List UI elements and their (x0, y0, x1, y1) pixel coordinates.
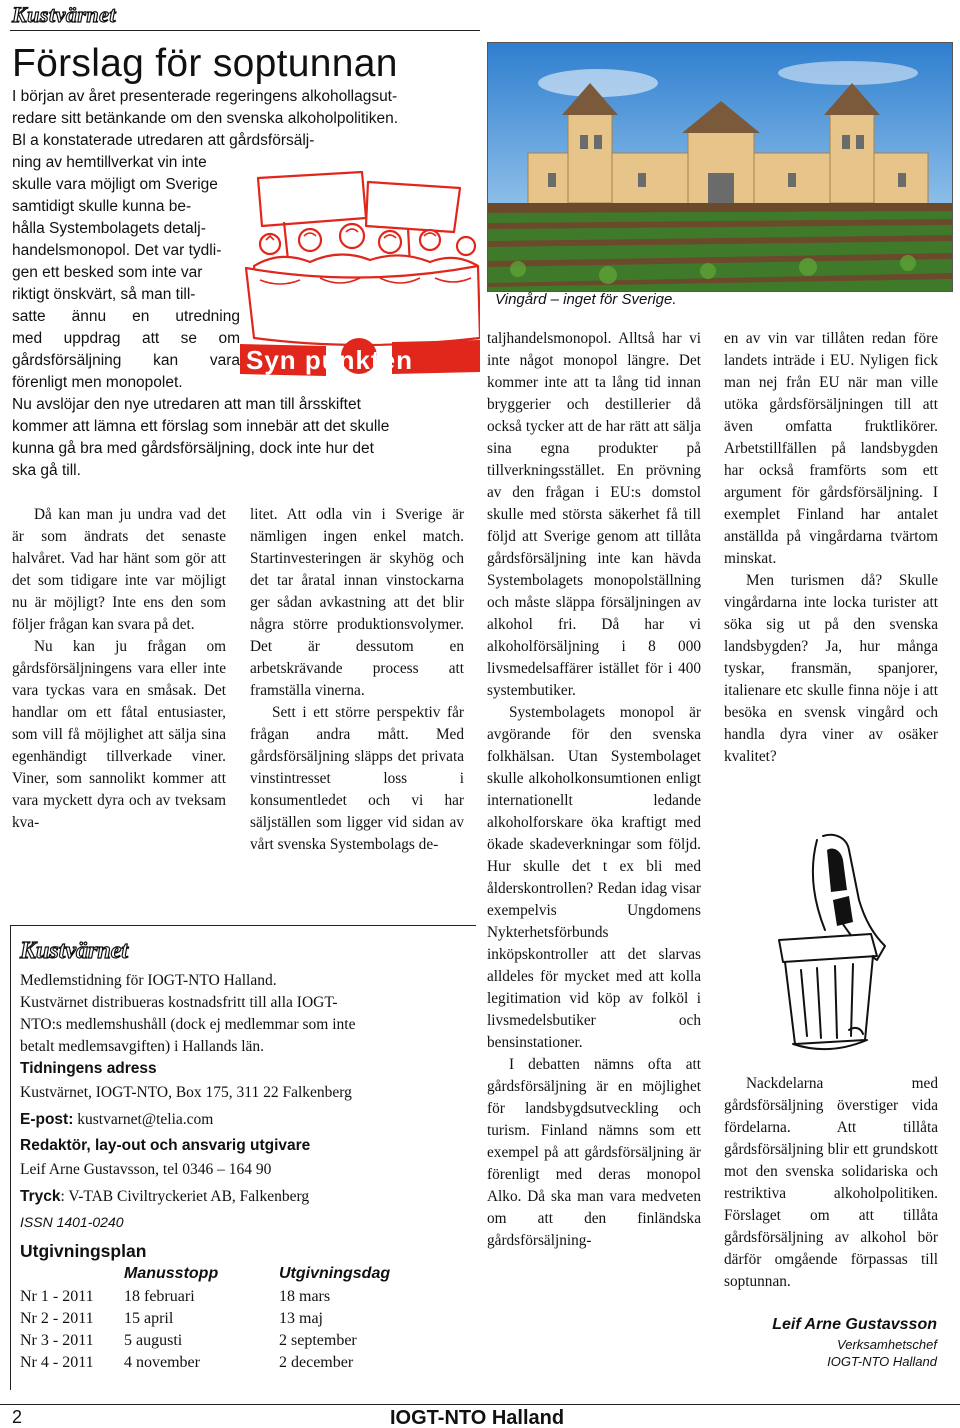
plan-stop: 4 november (124, 1354, 200, 1371)
email-line (20, 1109, 213, 1131)
plan-date: 2 december (279, 1354, 354, 1371)
intro-line: gen ett besked som inte var (12, 264, 203, 281)
vineyard-photo (487, 42, 953, 292)
intro-line: med uppdrag att se om (12, 330, 240, 347)
signature-name: Leif Arne Gustavsson (772, 1316, 937, 1333)
footer-org: IOGT-NTO Halland (390, 1407, 565, 1428)
article-column-4-end (724, 1073, 938, 1293)
headline: Förslag för soptunnan (12, 42, 398, 85)
print-label: Tryck (20, 1188, 61, 1205)
paragraph: taljhandelsmonopol. Alltså har vi inte något monopol längre. Det kommer inte att ta lång tid innan bryggerier och destillerier då också tycker att de har rätt att sälja sina egna produkter på tillverkningsstället. En prövning av den frågan i EU:s domstol skulle med största säkerhet få till följd att Sverige genom att tillåta gårdsförsäljning inte kan hävda Systembolagets monopolställning och måste släppa försäljningen av alkohol fri. Då har vi alkoholförsäljning i 8 000 livsmedelsaffärer istället för i 400 systembutiker. (487, 330, 701, 699)
article-column-2 (250, 504, 464, 856)
intro-line: hålla Systembolagets detalj- (12, 220, 206, 237)
paragraph: Sett i ett större perspektiv får frågan andra mått. Med gårdsförsäljning släpps det privata vinstintresset loss i konsumentledet och vi har säljställen som ligger vid sidan av vårt svenska Systembolags de- (250, 704, 464, 853)
intro-line: Nu avslöjar den nye utredaren att man till årsskiftet (12, 396, 361, 413)
info-line: Medlemstidning för IOGT-NTO Halland. (20, 972, 277, 989)
paragraph: I debatten nämns ofta att gårdsförsäljning är en möjlighet för landsbygdsutveckling och turism. Finland nämns som ett exempel på att gårdsförsäljning är förenligt med deras monopol Alko. Då ska man vara medveten om att den finländska gårdsförsäljning- (487, 1056, 701, 1249)
plan-date: 2 september (279, 1332, 357, 1349)
address: Kustvärnet, IOGT-NTO, Box 175, 311 22 Falkenberg (20, 1084, 352, 1101)
intro-line: förenligt men monopolet. (12, 374, 183, 391)
editor: Leif Arne Gustavsson, tel 0346 – 164 90 (20, 1161, 272, 1178)
footer-rule (0, 1404, 960, 1405)
intro-line: handelsmonopol. Det var tydli- (12, 242, 222, 259)
intro-line: I början av året presenterade regeringens alkohollagsut- (12, 88, 398, 105)
plan-stop: 18 februari (124, 1288, 195, 1305)
print-line (20, 1186, 309, 1208)
signature-role: Verksamhetschef (837, 1337, 937, 1352)
intro-line: ning av hemtillverkat vin inte (12, 154, 207, 171)
plan-date: 13 maj (279, 1310, 323, 1327)
editor-heading: Redaktör, lay-out och ansvarig utgivare (20, 1137, 311, 1154)
intro-line: samtidigt skulle kunna be- (12, 198, 192, 215)
address-heading: Tidningens adress (20, 1060, 157, 1077)
email-label: E-post: (20, 1111, 74, 1128)
email-link[interactable]: kustvarnet@telia.com (77, 1111, 214, 1128)
info-line: betalt medlemsavgiften) i Hallands län. (20, 1038, 265, 1055)
plan-heading: Utgivningsplan (20, 1241, 147, 1261)
intro-line: riktigt önskvärt, så man till- (12, 286, 196, 303)
print-value: : V-TAB Civiltryckeriet AB, Falkenberg (60, 1188, 310, 1205)
article-column-3 (487, 328, 701, 1252)
paragraph: Systembolagets monopol är avgörande för den svenska folkhälsan. Utan Systembolaget skulle alkoholkonsumtionen enligt internationellt ledande alkoholforskare öka kraftigt med ökade skadeverkningar som följd. Hur skulle det t ex bli med ålderskontrollen? Redan idag visar exempelvis Ungdomens Nykterhetsförbunds inköpskontroller att det slarvas alldeles för mycket med att kolla legitimation vid köp av folköl i livsmedelsbutiker och bensinstationer. (487, 704, 701, 1051)
trash-bin-cartoon (773, 830, 893, 1058)
intro-line: satte ännu en utredning (12, 308, 240, 325)
paragraph: Nackdelarna med gårdsförsäljning överstiger vida fördelarna. Att tillåta gårdsförsäljning blir ett grundskott mot den svenska solidariska och restriktiva alkoholpolitiken. Förslaget om att tillåta gårdsförsäljning av alkohol bör därför omgående förpassas till soptunnan. (724, 1075, 938, 1290)
signature-org: IOGT-NTO Halland (827, 1354, 937, 1369)
intro-line: gårdsförsäljning kan vara (12, 352, 240, 369)
info-logo: Kustvärnet (20, 938, 129, 964)
photo-caption: Vingård – inget för Sverige. (495, 291, 677, 308)
plan-stop: 15 april (124, 1310, 174, 1327)
paragraph: Då kan man ju undra vad det är som ändrats det senaste halvåret. Vad har hänt som gör att det som tidigare inte var möjligt nu är möjligt? Inte ens den som följer frågan kan svara på det. (12, 506, 226, 633)
masthead-logo: Kustvärnet (12, 2, 117, 27)
plan-issue: Nr 2 - 2011 (20, 1310, 94, 1327)
page-number: 2 (12, 1407, 23, 1427)
synpunkten-label: Syn punkten (246, 345, 414, 375)
plan-issue: Nr 4 - 2011 (20, 1354, 94, 1371)
intro-line: kunna gå bra med gårdsförsäljning, dock inte hur det (12, 440, 374, 457)
info-line: Kustvärnet distribueras kostnadsfritt till alla IOGT- (20, 994, 338, 1011)
paragraph: en av vin var tillåten redan före landets inträde i EU. Nyligen fick man nej från EU när man ville utöka gårdsförsäljningen till att även omfatta fruktlikörer. Arbetstillfällen på landsbygden har också framförts som ett argument för gårdsförsäljning. I exemplet Finland har antalet anställda på vingårdarna tvärtom minskat. (724, 330, 938, 567)
paragraph: Nu kan ju frågan om gårdsförsäljningens vara eller inte vara tyckas vara en småsak. Det handlar om ett fåtal entusiaster, som vill få möjlighet att sälja sina egenhändigt tillverkade viner. Viner, som sannolikt kommer att vara myckett dyra och av tveksam kva- (12, 638, 226, 831)
info-line: NTO:s medlemshushåll (dock ej medlemmar som inte (20, 1016, 356, 1033)
intro-line: ska gå till. (12, 462, 81, 479)
issn: ISSN 1401-0240 (20, 1214, 124, 1230)
intro-line: Bl a konstaterade utredaren att gårdsförsälj- (12, 132, 315, 149)
paragraph: Men turismen då? Skulle vingårdarna inte locka turister att söka sig ut på den svenska landsbygden? Ja, hur många tyskar, fransmän, spanjorer, italienare etc skulle finna nöje i att besöka en svensk vingård och handla dyra viner av osäker kvalitet? (724, 572, 938, 765)
plan-date: 18 mars (279, 1288, 331, 1305)
title-rule (10, 30, 480, 31)
article-column-4 (724, 328, 938, 768)
synpunkten-illustration (240, 170, 480, 385)
plan-issue: Nr 1 - 2011 (20, 1288, 94, 1305)
intro-line: kommer att lämna ett förslag som innebär att det skulle (12, 418, 390, 435)
plan-issue: Nr 3 - 2011 (20, 1332, 94, 1349)
plan-column-stop: Manusstopp (124, 1265, 219, 1282)
paragraph: litet. Att odla vin i Sverige är nämligen ingen enkel match. Startinvesteringen är skyhög och det tar åratal innan vinstockarna ger sådan avkastning att det blir några större produktionsvolymer. Det är dessutom en arbetskrävande process att framställa vinerna. (250, 506, 464, 699)
plan-column-date: Utgivningsdag (279, 1265, 391, 1282)
intro-line: redare sitt betänkande om den svenska alkoholpolitiken. (12, 110, 399, 127)
intro-line: skulle vara möjligt om Sverige (12, 176, 218, 193)
plan-stop: 5 augusti (124, 1332, 183, 1349)
article-column-1 (12, 504, 226, 834)
